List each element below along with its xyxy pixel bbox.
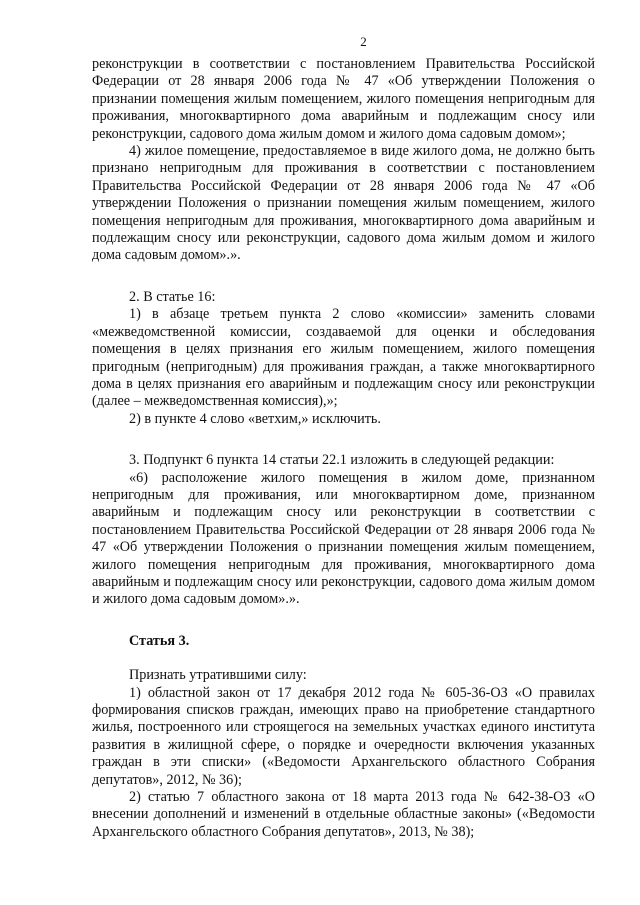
paragraph-section-2-item-1: 1) в абзаце третьем пункта 2 слово «комиссии» заменить словами «межведомственной комиссии, создаваемой для оценки и обследования помещения в целях признания его жилым помещением, жилого помещения пригодным (непригодным) для проживания граждан, а также многоквартирного дома в целях признания его аварийным и подлежащим сносу или реконструкции (далее – межведомственная комиссия),»;	[92, 306, 595, 410]
paragraph-repeal-item-2: 2) статью 7 областного закона от 18 марта 2013 года № 642-38-ОЗ «О внесении дополнений и изменений в отдельные областные законы» («Ведомости Архангельского областного Собрания депутатов», 2013, № 38);	[92, 789, 595, 840]
paragraph-section-2: 2. В статье 16:	[129, 288, 216, 305]
spacer	[92, 609, 595, 633]
paragraph-section-3-text: «6) расположение жилого помещения в жилом доме, признанном непригодным для проживания, или многоквартирном доме, признанном аварийным и подлежащим сносу или реконструкции в соответствии с постановлением Правительства Российской Федерации от 28 января 2006 года № 47 «Об утверждении Положения о признании помещения жилым помещением, жилого помещения непригодным для проживания, многоквартирного дома аварийным и подлежащим сносу или реконструкции, садового дома жилым домом и жилого дома садовым домом».».	[92, 469, 595, 608]
paragraph-item-4: 4) жилое помещение, предоставляемое в виде жилого дома, не должно быть признано непригодным для проживания в соответствии с постановлением Правительства Российской Федерации от 28 января 2006 года № 47 «Об утверждении Положения о признании помещения жилым помещением, жилого помещения непригодным для проживания, многоквартирного дома аварийным и подлежащим сносу или реконструкции, садового дома жилым домом и жилого дома садовым домом».».	[92, 143, 595, 264]
paragraph-section-3: 3. Подпункт 6 пункта 14 статьи 22.1 изложить в следующей редакции:	[129, 452, 555, 469]
paragraph-section-2-item-2: 2) в пункте 4 слово «ветхим,» исключить.	[129, 410, 381, 427]
paragraph-repeal-intro: Признать утратившими силу:	[129, 667, 307, 684]
spacer	[92, 650, 595, 667]
paragraph-repeal-item-1: 1) областной закон от 17 декабря 2012 года № 605-36-ОЗ «О правилах формирования списков граждан, имеющих право на приобретение стандартного жилья, построенного или строящегося на земельных участках единого института развития в жилищной сфере, о порядке и очередности включения указанных граждан в эти списки» («Ведомости Архангельского областного Собрания депутатов», 2012, № 36);	[92, 684, 595, 788]
spacer	[92, 265, 595, 289]
page-number: 2	[360, 34, 367, 49]
spacer	[92, 428, 595, 452]
paragraph-continuation: реконструкции в соответствии с постановлением Правительства Российской Федерации от 28 января 2006 года № 47 «Об утверждении Положения о признании помещения жилым помещением, жилого помещения непригодным для проживания, многоквартирного дома аварийным и подлежащим сносу или реконструкции, садового дома жилым домом и жилого дома садовым домом»;	[92, 56, 595, 142]
article-3-heading: Статья 3.	[129, 632, 190, 649]
